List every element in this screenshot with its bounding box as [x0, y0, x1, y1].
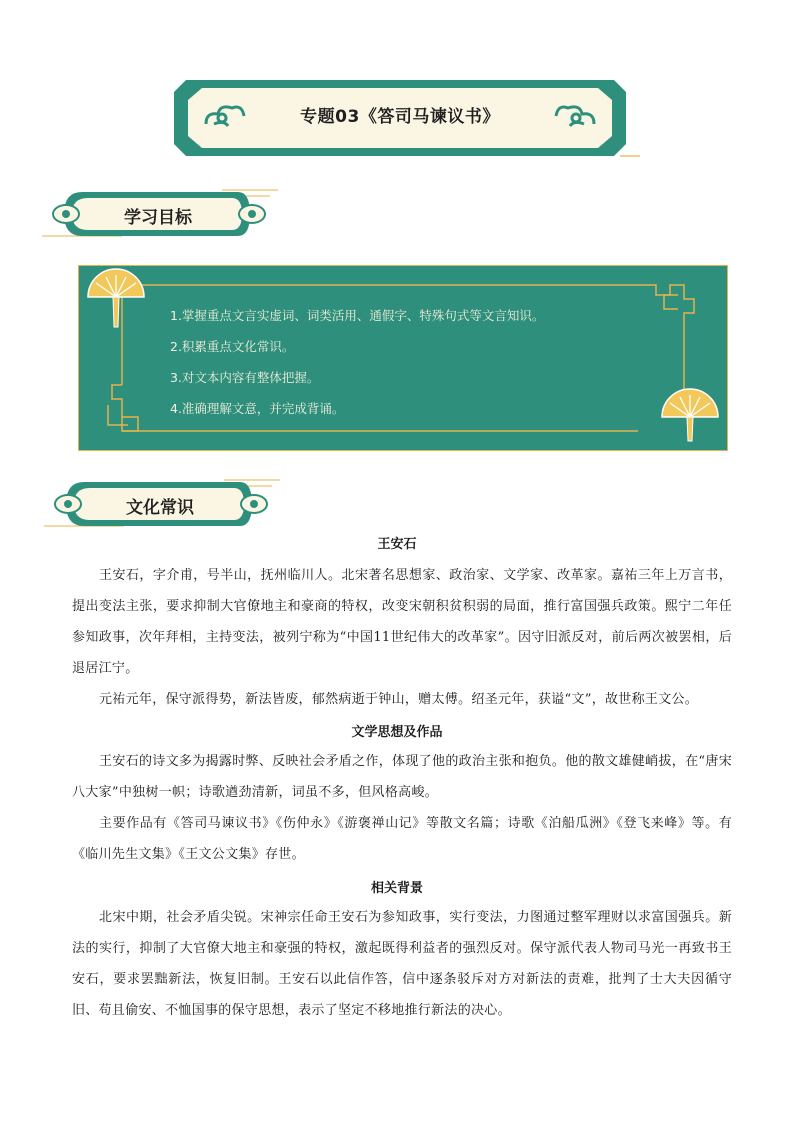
paragraph: 北宋中期，社会矛盾尖锐。宋神宗任命王安石为参知政事，实行变法，力图通过整军理财以求富国强兵。新法的实行，抑制了大官僚大地主和豪强的特权，激起既得利益者的强烈反对。保守派代表人物司马光一再致书王安石，要求罢黜新法，恢复旧制。王安石以此信作答，信中逐条驳斥对方对新法的责难，批判了士大夫因循守旧、苟且偷安、不恤国事的保守思想，表示了坚定不移地推行新法的决心。: [72, 910, 732, 1018]
objective-item: 4.准确理解文意，并完成背诵。: [170, 401, 345, 416]
objectives-panel: [78, 265, 728, 451]
section-title: 文化常识: [126, 498, 194, 518]
objective-item: 2.积累重点文化常识。: [170, 339, 295, 354]
paragraph: 王安石的诗文多为揭露时弊、反映社会矛盾之作，体现了他的政治主张和抱负。他的散文雄健峭拔，在“唐宋八大家”中独树一帜；诗歌遒劲清新，词虽不多，但风格高峻。: [72, 754, 732, 800]
cloud-icon: [241, 495, 267, 513]
subheading-works: 文学思想及作品: [351, 725, 443, 740]
paragraph: 主要作品有《答司马谏议书》《伤仲永》《游褒禅山记》等散文名篇；诗歌《泊船瓜洲》《登飞来峰》等。有《临川先生文集》《王文公文集》存世。: [72, 816, 732, 862]
objectives-list: [170, 305, 544, 429]
objective-item: 1.掌握重点文言实虚词、词类活用、通假字、特殊句式等文言知识。: [170, 308, 545, 323]
section-header-goals: [42, 184, 292, 244]
section-header-culture: [44, 474, 294, 534]
objective-item: 3.对文本内容有整体把握。: [170, 370, 320, 385]
section-title: 学习目标: [124, 208, 192, 228]
cloud-icon: [53, 205, 79, 223]
page-title: 专题03《答司马谏议书》: [300, 107, 500, 127]
title-banner: [160, 74, 640, 164]
cloud-icon: [55, 495, 81, 513]
paragraph: 王安石，字介甫，号半山，抚州临川人。北宋著名思想家、政治家、文学家、改革家。嘉祐三年上万言书，提出变法主张，要求抑制大官僚地主和豪商的特权，改变宋朝积贫积弱的局面，推行富国强兵政策。熙宁二年任参知政事，次年拜相，主持变法，被列宁称为“中国11世纪伟大的改革家”。因守旧派反对，前后两次被罢相，后退居江宁。: [72, 568, 732, 676]
paragraph: 元祐元年，保守派得势，新法皆废，郁然病逝于钟山，赠太傅。绍圣元年，获谥“文”，故世称王文公。: [99, 692, 699, 707]
subheading-background: 相关背景: [370, 881, 423, 896]
subheading-author: 王安石: [377, 537, 417, 552]
cloud-icon: [239, 205, 265, 223]
